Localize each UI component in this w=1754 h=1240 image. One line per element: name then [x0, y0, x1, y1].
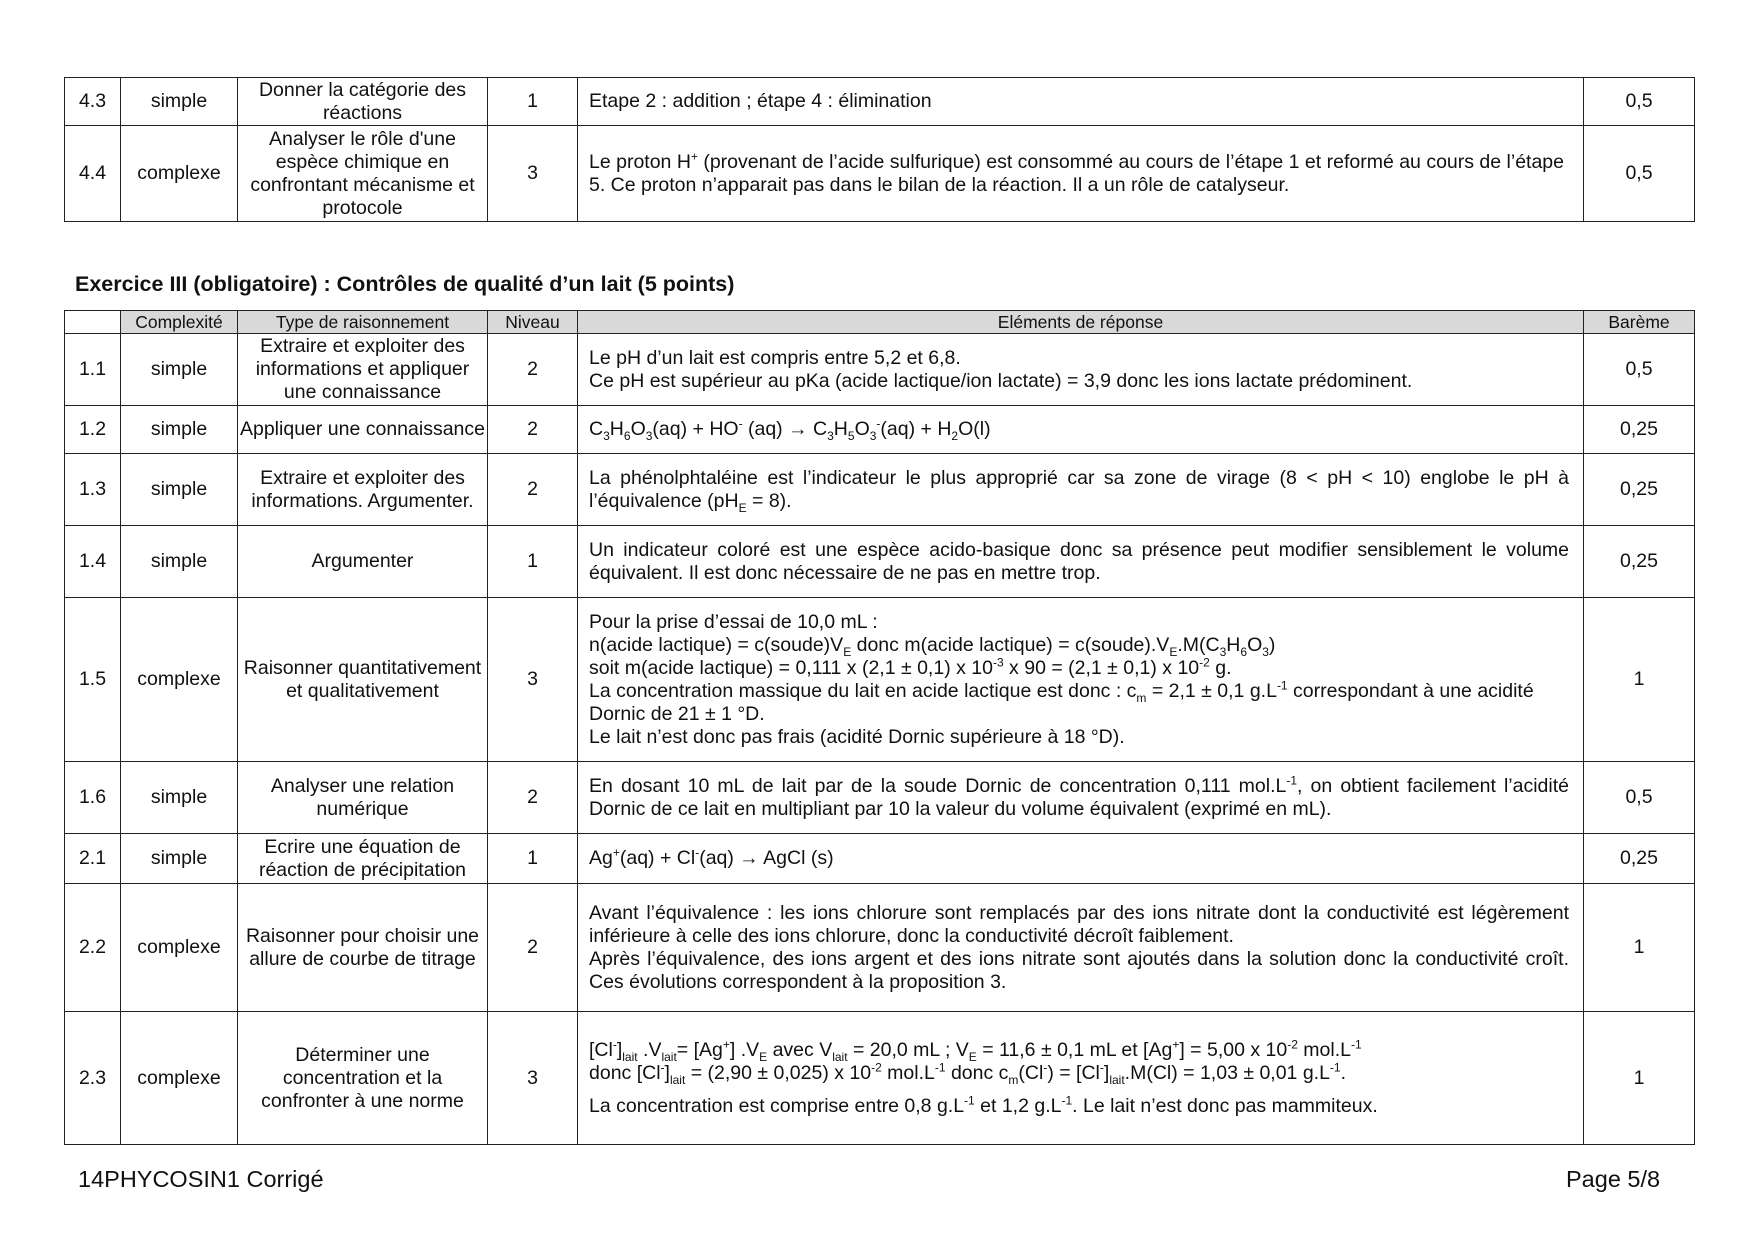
answer-cell: $C_3H_6O_3(aq) + HO^-$ $(aq) \to C_3H_5O_3^-(aq) + H_2O(l)$: [578, 406, 1584, 454]
table-row: [65, 598, 1695, 762]
answer-cell: En dosant 10 mL de lait par de la soude Dornic de concentration 0,111 $mol.L^{-1}$, on obtient facilement l’acidité Dornic de ce lait en multipliant par 10 la valeur du volume équivalent (exprimé en mL).: [578, 762, 1584, 834]
bareme-cell: 0,25: [1584, 834, 1695, 884]
reasoning-type-cell: Déterminer une concentration et la confronter à une norme: [238, 1012, 488, 1145]
level-cell: 1: [488, 78, 578, 126]
level-cell: 3: [488, 126, 578, 222]
question-number: 2.1: [65, 834, 121, 884]
reasoning-type-cell: Raisonner pour choisir une allure de courbe de titrage: [238, 884, 488, 1012]
table-row: [65, 406, 1695, 454]
bareme-cell: 0,25: [1584, 526, 1695, 598]
footer-document-code: 14PHYCOSIN1 Corrigé: [78, 1166, 324, 1192]
answer-cell: $[Cl^-]_{lait}$ $.V_{lait}= [Ag^+]$ $.V_E$ avec $V_{lait} = 20,0$ mL ; $V_E = 11,6 \pm 0,1$ mL et [Ag+] = 5,00 x $10^{-2}$ $mol.L^{-1}$ donc $[Cl^-]_{lait} = (2,90 \pm 0,025)$ x $10^{-2}$ $mol.L^{-1}$ donc $c_m(Cl^-) = [Cl^-]_{lait}.M(Cl) = 1,03 \pm 0,01$ $g.L^{-1}$. La concentration est comprise entre 0,8 $g.L^{-1}$ et 1,2 $g.L^{-1}$. Le lait n’est donc pas mammiteux.: [578, 1012, 1584, 1145]
previous-exercise-table: [64, 77, 1695, 222]
footer-page-number: Page 5/8: [1566, 1166, 1661, 1192]
answer-cell: Ag+(aq) + Cl-(aq) → AgCl (s): [578, 834, 1584, 884]
question-number: 1.6: [65, 762, 121, 834]
answer-cell: Etape 2 : addition ; étape 4 : élimination: [578, 78, 1584, 126]
level-cell: 2: [488, 406, 578, 454]
table-row: [65, 762, 1695, 834]
answer-cell: Le proton H+ (provenant de l’acide sulfurique) est consommé au cours de l’étape 1 et reformé au cours de l’étape 5. Ce proton n’apparait pas dans le bilan de la réaction. Il a un rôle de catalyseur.: [578, 126, 1584, 222]
reasoning-type-cell: Extraire et exploiter des informations. Argumenter.: [238, 454, 488, 526]
answer-cell: Le pH d’un lait est compris entre 5,2 et 6,8. Ce pH est supérieur au pKa (acide lactique/ion lactate) = 3,9 donc les ions lactate prédominent.: [578, 334, 1584, 406]
level-cell: 2: [488, 884, 578, 1012]
question-number: 4.4: [65, 126, 121, 222]
complexity-cell: simple: [121, 406, 238, 454]
header-answer: Eléments de réponse: [578, 311, 1584, 334]
complexity-cell: simple: [121, 454, 238, 526]
complexity-cell: complexe: [121, 1012, 238, 1145]
question-number: 2.3: [65, 1012, 121, 1145]
question-number: 1.3: [65, 454, 121, 526]
reasoning-type-cell: Appliquer une connaissance: [238, 406, 488, 454]
level-cell: 3: [488, 598, 578, 762]
reasoning-type-cell: Ecrire une équation de réaction de précipitation: [238, 834, 488, 884]
header-level: Niveau: [488, 311, 578, 334]
question-number: 1.1: [65, 334, 121, 406]
header-reasoning-type: Type de raisonnement: [238, 311, 488, 334]
exercise-answer-table: [64, 310, 1695, 1145]
answer-cell: Un indicateur coloré est une espèce acido-basique donc sa présence peut modifier sensiblement le volume équivalent. Il est donc nécessaire de ne pas en mettre trop.: [578, 526, 1584, 598]
bareme-cell: 0,5: [1584, 762, 1695, 834]
bareme-cell: 0,5: [1584, 78, 1695, 126]
table-row: [65, 126, 1695, 222]
complexity-cell: simple: [121, 834, 238, 884]
table-row: [65, 454, 1695, 526]
answer-cell: La phénolphtaléine est l’indicateur le plus approprié car sa zone de virage (8 < pH < 10) englobe le pH à l’équivalence $(pH_E = 8)$.: [578, 454, 1584, 526]
bareme-cell: 0,5: [1584, 334, 1695, 406]
table-row: [65, 78, 1695, 126]
complexity-cell: complexe: [121, 126, 238, 222]
bareme-cell: 0,25: [1584, 454, 1695, 526]
question-number: 1.5: [65, 598, 121, 762]
complexity-cell: simple: [121, 78, 238, 126]
answer-cell: Avant l’équivalence : les ions chlorure sont remplacés par des ions nitrate dont la conductivité est légèrement inférieure à celle des ions chlorure, donc la conductivité décroît faiblement. Après l’équivalence, des ions argent et des ions nitrate sont ajoutés dans la solution donc la conductivité croît. Ces évolutions correspondent à la proposition 3.: [578, 884, 1584, 1012]
bareme-cell: 0,25: [1584, 406, 1695, 454]
table-header-row: [65, 311, 1695, 334]
exercise-title: Exercice III (obligatoire) : Contrôles de qualité d’un lait (5 points): [75, 272, 735, 296]
answer-cell: Pour la prise d’essai de 10,0 mL : n(acide lactique) = $c(soude)V_E$ donc m(acide lactique) = $c(soude).V_E.M(C_3H_6O_3)$ soit m(acide lactique) = 0,111 x (2,1 ± 0,1) x $10^{-3}$ x 90 = (2,1 ± 0,1) x $10^{-2}$ g. La concentration massique du lait en acide lactique est donc : $c_m = 2,1 \pm 0,1$ $g.L^{-1}$ correspondant à une acidité Dornic de 21 ± 1 °D. Le lait n’est donc pas frais (acidité Dornic supérieure à 18 °D).: [578, 598, 1584, 762]
level-cell: 3: [488, 1012, 578, 1145]
table-row: [65, 884, 1695, 1012]
question-number: 1.4: [65, 526, 121, 598]
table-row: [65, 834, 1695, 884]
question-number: 2.2: [65, 884, 121, 1012]
reasoning-type-cell: Raisonner quantitativement et qualitativement: [238, 598, 488, 762]
reasoning-type-cell: Donner la catégorie des réactions: [238, 78, 488, 126]
question-number: 4.3: [65, 78, 121, 126]
level-cell: 2: [488, 454, 578, 526]
bareme-cell: 1: [1584, 884, 1695, 1012]
complexity-cell: simple: [121, 334, 238, 406]
table-row: [65, 334, 1695, 406]
complexity-cell: complexe: [121, 884, 238, 1012]
question-number: 1.2: [65, 406, 121, 454]
header-complexity: Complexité: [121, 311, 238, 334]
level-cell: 2: [488, 762, 578, 834]
level-cell: 1: [488, 526, 578, 598]
table-row: [65, 526, 1695, 598]
reasoning-type-cell: Extraire et exploiter des informations et appliquer une connaissance: [238, 334, 488, 406]
bareme-cell: 1: [1584, 1012, 1695, 1145]
complexity-cell: simple: [121, 526, 238, 598]
complexity-cell: complexe: [121, 598, 238, 762]
header-bareme: Barème: [1584, 311, 1695, 334]
reasoning-type-cell: Argumenter: [238, 526, 488, 598]
table-row: [65, 1012, 1695, 1145]
bareme-cell: 0,5: [1584, 126, 1695, 222]
reasoning-type-cell: Analyser une relation numérique: [238, 762, 488, 834]
header-number: [65, 311, 121, 334]
level-cell: 2: [488, 334, 578, 406]
reasoning-type-cell: Analyser le rôle d'une espèce chimique en confrontant mécanisme et protocole: [238, 126, 488, 222]
bareme-cell: 1: [1584, 598, 1695, 762]
level-cell: 1: [488, 834, 578, 884]
complexity-cell: simple: [121, 762, 238, 834]
